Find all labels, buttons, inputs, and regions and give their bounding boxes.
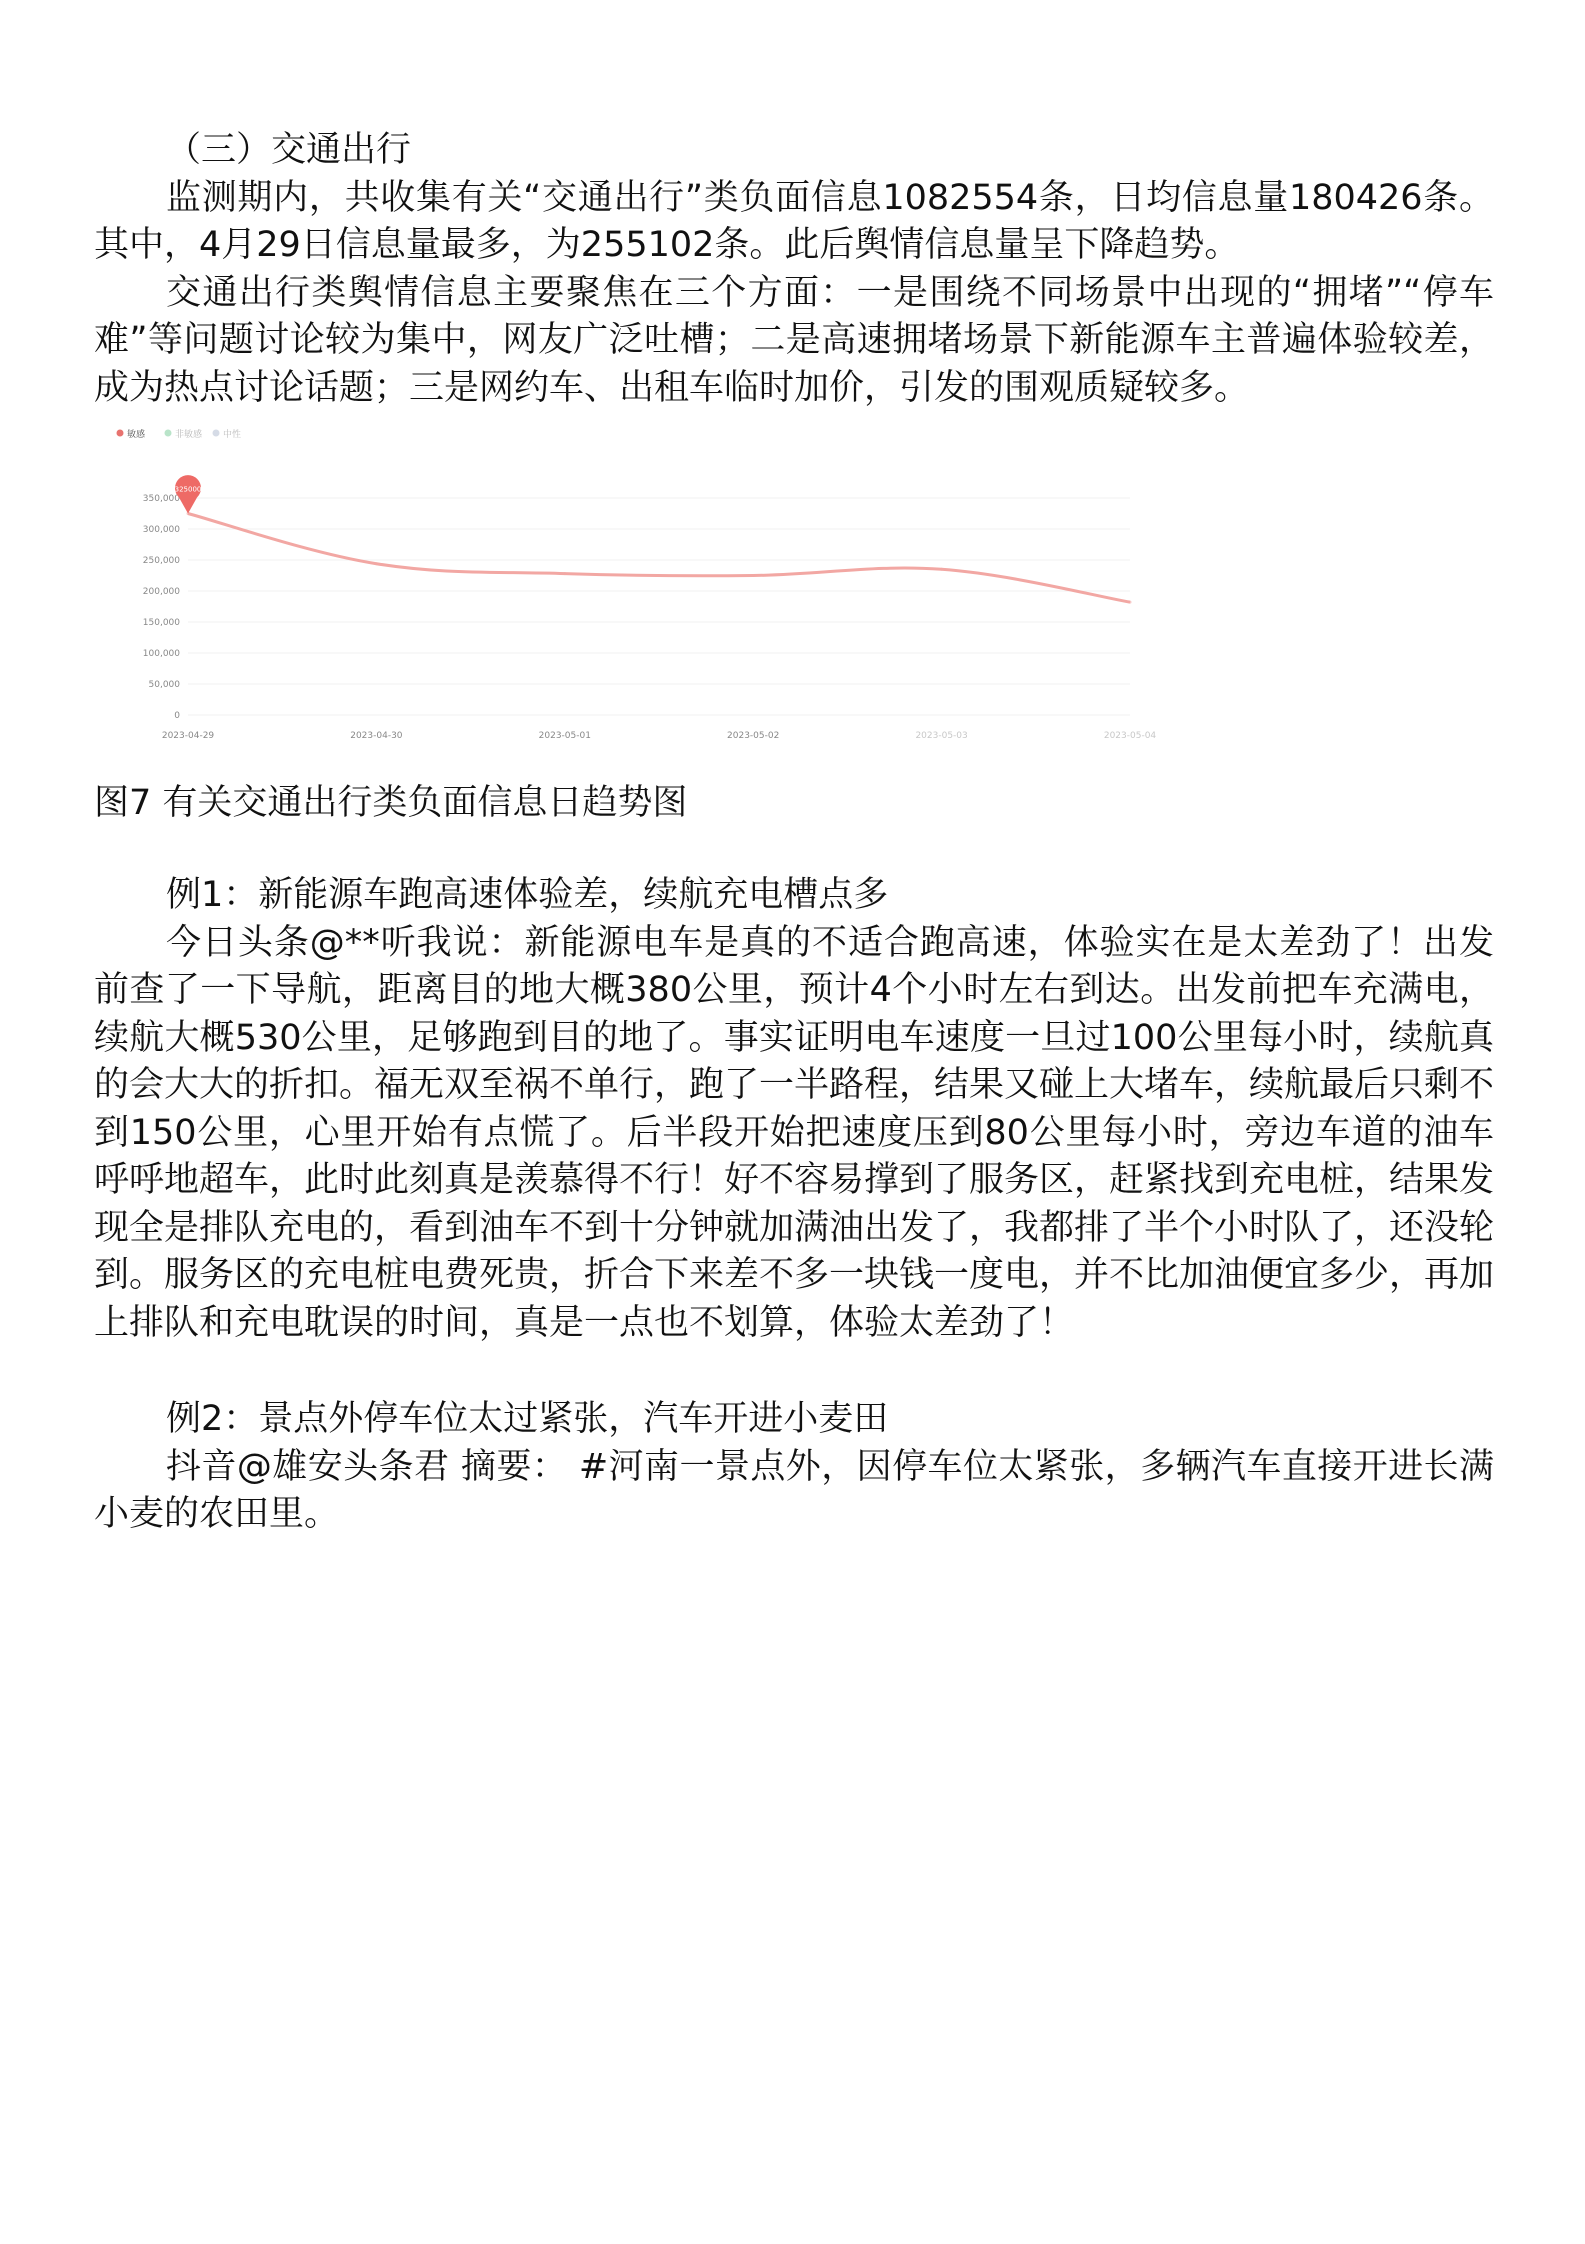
y-tick-label: 0 <box>174 711 180 721</box>
data-point-1 <box>375 562 378 565</box>
series-points <box>187 512 1132 604</box>
data-point-5 <box>1129 601 1132 604</box>
x-tick-label: 2023-05-03 <box>915 731 968 741</box>
peak-marker <box>175 475 202 513</box>
example-1-title: 例1：新能源车跑高速体验差，续航充电槽点多 <box>166 875 889 915</box>
section-text <box>94 127 1494 412</box>
legend-label-1: 非敏感 <box>175 430 203 440</box>
section-paragraph-2: 交通出行类舆情信息主要聚焦在三个方面：一是围绕不同场景中出现的“拥堵”“停车难”等问题讨论较为集中，网友广泛吐槽；二是高速拥堵场景下新能源车主普遍体验较差，成为热点讨论话题；三是网约车、出租车临时加价，引发的围观质疑较多。 <box>94 272 1494 408</box>
chart-y-axis <box>143 494 180 721</box>
series-line-mingan <box>188 514 1130 603</box>
x-tick-label: 2023-05-01 <box>538 731 591 741</box>
peak-pin-icon <box>175 475 201 513</box>
legend-marker-2 <box>213 430 220 437</box>
y-tick-label: 350,000 <box>142 494 180 504</box>
figure-caption: 图7 有关交通出行类负面信息日趋势图 <box>94 783 688 823</box>
example-1-body: 今日头条@**听我说：新能源电车是真的不适合跑高速，体验实在是太差劲了！出发前查了一下导航，距离目的地大概380公里，预计4个小时左右到达。出发前把车充满电，续航大概530公里，足够跑到目的地了。事实证明电车速度一旦过100公里每小时，续航真的会大大的折扣。福无双至祸不单行，跑了一半路程，结果又碰上大堵车，续航最后只剩不到150公里，心里开始有点慌了。后半段开始把速度压到80公里每小时，旁边车道的油车呼呼地超车，此时此刻真是羡慕得不行！好不容易撑到了服务区，赶紧找到充电桩，结果发现全是排队充电的，看到油车不到十分钟就加满油出发了，我都排了半个小时队了，还没轮到。服务区的充电桩电费死贵，折合下来差不多一块钱一度电，并不比加油便宜多少，再加上排队和充电耽误的时间，真是一点也不划算，体验太差劲了！ <box>94 922 1495 1343</box>
legend-marker-1 <box>165 430 172 437</box>
y-tick-label: 150,000 <box>142 618 180 628</box>
chart-grid <box>188 498 1130 715</box>
peak-label: 325000 <box>174 485 202 494</box>
y-tick-label: 300,000 <box>142 525 180 535</box>
y-tick-label: 50,000 <box>148 680 180 690</box>
y-tick-label: 200,000 <box>142 587 180 597</box>
legend-marker-0 <box>117 430 124 437</box>
chart-legend <box>117 428 242 440</box>
x-tick-label: 2023-05-04 <box>1103 731 1157 741</box>
example-1 <box>94 872 1494 1347</box>
trend-chart <box>110 420 1160 760</box>
x-tick-label: 2023-04-30 <box>350 731 403 741</box>
data-point-2 <box>563 572 566 575</box>
y-tick-label: 100,000 <box>142 649 180 659</box>
x-tick-label: 2023-05-02 <box>727 731 780 741</box>
data-point-4 <box>940 568 943 571</box>
section-heading: （三）交通出行 <box>166 130 412 170</box>
legend-label-2: 中性 <box>223 430 242 440</box>
example-2-body: 抖音@雄安头条君 摘要： #河南一景点外，因停车位太紧张，多辆汽车直接开进长满小麦的农田里。 <box>94 1446 1494 1534</box>
example-2-title: 例2：景点外停车位太过紧张，汽车开进小麦田 <box>166 1399 889 1439</box>
data-point-3 <box>752 574 755 577</box>
y-tick-label: 250,000 <box>142 556 180 566</box>
example-2 <box>94 1396 1494 1539</box>
chart-x-axis <box>162 731 1157 741</box>
x-tick-label: 2023-04-29 <box>161 731 215 741</box>
legend-label-0: 敏感 <box>127 430 146 440</box>
section-paragraph-1: 监测期内，共收集有关“交通出行”类负面信息1082554条，日均信息量180426条。其中，4月29日信息量最多，为255102条。此后舆情信息量呈下降趋势。 <box>94 177 1494 265</box>
